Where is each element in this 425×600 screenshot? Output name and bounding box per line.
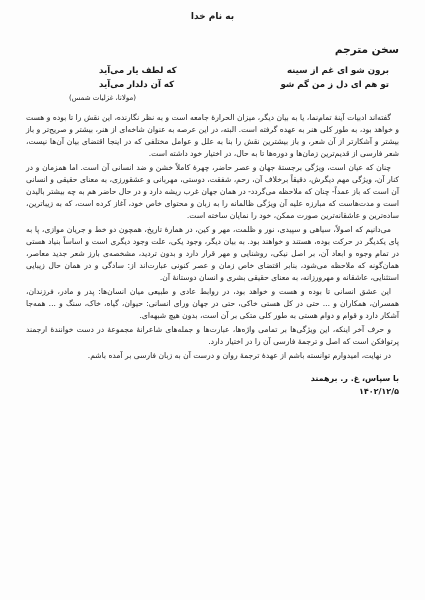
poem-line (99, 66, 389, 76)
body-text (26, 112, 399, 362)
paragraph: این عشق انسانی تا بوده و هست و خواهد بود، در روابط عادی و طبیعی میان انسان‌ها: پدر و مادر، فرزندان، همسران، همکاران و ... حتی در کل هستی خاکی، حتی در جهان ورای انسانی: حیوان، گیاه، خاک، سنگ و ... همه‌جا آشکار دارد و قوام و دوام هستی به طور کلی متکی بر آن است، بدون هیچ شبهه‌ای. (26, 287, 399, 320)
paragraph: چنان که عیان است، ویژگی برجستهٔ جهان و عصر حاضر، چهرهٔ کاملاً خشن و ضد انسانی آن است. اما همزمان و در کنار آن، ویژگی مهم دیگرش، دقیقاً برخلاف آن، رحم، شفقت، دوستی، مهربانی و عشقورزی، به معنای حقیقی و انسانی آن است که باز عمداً- چنان که ملاحظه می‌گردد- در همان جهان غرب ریشه دارد و در حال حاضر هم به چه بیشتر بالیدن است و مدت‌هاست که مبارزه علیه آن ویژگی ظالمانه را به زبان و محتوای خاص خود، آغاز کرده است، که به زیباترین، ساده‌ترین و عاشقانه‌ترین صورت ممکن، خود را نمایان ساخته است. (26, 163, 399, 220)
poem-hemistich-left: که لطف یار می‌آید (99, 66, 177, 76)
signature-block (26, 372, 399, 398)
paragraph: و حرف آخر اینکه، این ویژگی‌ها بر تمامی واژه‌ها، عبارت‌ها و جمله‌های شاعرانهٔ مجموعهٔ در دست خوانندهٔ ارجمند پرتوافکن است که اصل و ترجمهٔ فارسی آن را در اختیار دارد. (26, 325, 399, 346)
poem-hemistich-right: برون شو ای غم از سینه (286, 66, 389, 76)
poem-hemistich-right: تو هم ای دل ز من گم شو (280, 80, 389, 90)
poem-source: (مولانا، غزلیات شمس) (69, 94, 136, 102)
poem-block (99, 66, 389, 90)
signature-name: با سپاس، غ. ر. برهمند (310, 374, 399, 383)
paragraph: گفته‌اند ادبیات آینهٔ تمام‌نما، یا به بیان دیگر، میزان الحرارهٔ جامعه است و به نظر نگارنده، این نقش را تا بوده و هست و خواهد بود، به طور کلی هنر به عهده گرفته است. البته، در این عرصه به عنوان شاخه‌ای از هنر، بیشتر و صریح‌تر و باز بیشتر و آشکارتر از آن شعر، و باز بیشترین نقش را بنا به علل و عوامل مختلفی که در اینجا اقتضای بیان آن‌ها نیست، شعر فارسی از قدیم‌ترین زمان‌ها و دوره‌ها تا به حال، در اختیار خود داشته است. (26, 113, 399, 158)
section-title: سخن مترجم (334, 44, 399, 56)
signature-date: ۱۴۰۲/۱۲/۵ (358, 387, 399, 396)
poem-line (99, 80, 389, 90)
poem-hemistich-left: که آن دلدار می‌آید (99, 80, 175, 90)
paragraph: در نهایت، امیدوارم توانسته باشم از عهدهٔ ترجمهٔ روان و درست آن به زبان فارسی بر آمده باشم. (87, 351, 391, 360)
invocation-heading: به نام خدا (190, 12, 235, 22)
paragraph: می‌دانیم که اصولاً، سیاهی و سپیدی، نور و ظلمت، مهر و کین، در همارهٔ تاریخ، همچون دو خط و جریان موازی، پا به پای یکدیگر در حرکت بوده، هستند و خواهند بود. به بیان دیگر، وجود یکی، علت وجود دیگری است و اساساً بنیاد هستی در تمام وجوه و ابعاد آن، بر اصل نیکی، روشنایی و مهر قرار دارد و بدون تردید، مشخصه‌ی بارز شعر جدید معاصر، همان‌گونه که ملاحظه می‌شود، بنابر اقتضای خاص زمان و عصر کنونی عبارت‌اند از: سادگی و در همان حال زیبایی استثنایی، عاشقانه و مهرورزانه، به معنای حقیقی بشری و انسان دوستانهٔ آن. (26, 225, 399, 282)
